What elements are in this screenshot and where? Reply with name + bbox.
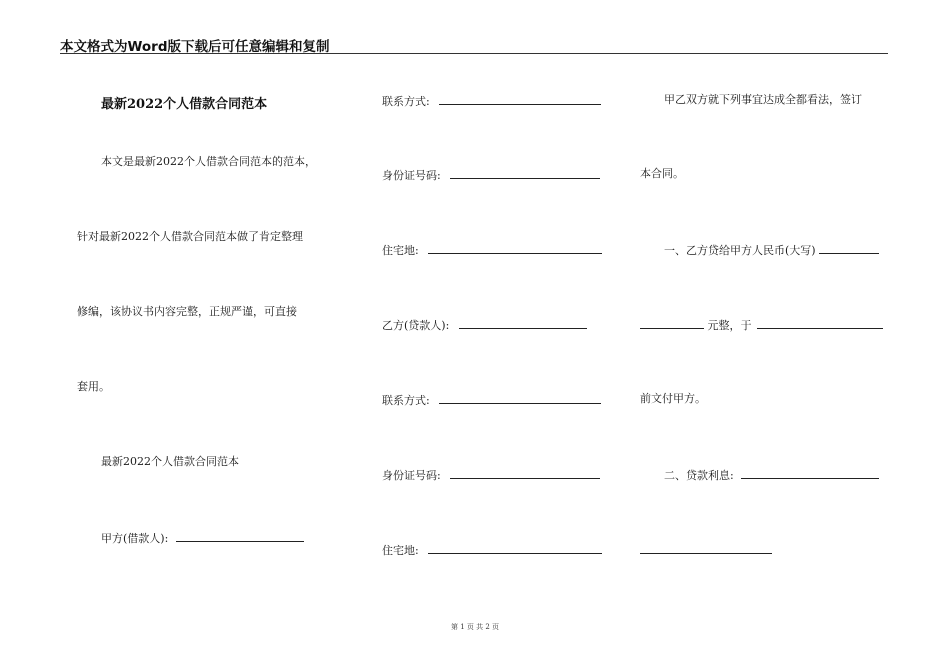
party-a-blank[interactable] <box>176 530 304 542</box>
clause-1-suffix: 元整，于 <box>707 319 752 332</box>
agreement-line-1: 甲乙双方就下列事宜达成全都看法，签订 <box>664 93 862 106</box>
clause-1-row <box>664 242 879 258</box>
id-blank-1[interactable] <box>450 167 600 179</box>
party-b-blank[interactable] <box>459 317 587 329</box>
intro-line-3: 修编，该协议书内容完整，正规严谨，可直接 <box>77 305 297 318</box>
address-row-1 <box>382 242 602 258</box>
party-a-row <box>101 530 304 546</box>
clause-1-line-3: 前文付甲方。 <box>640 392 706 405</box>
interest-blank-2[interactable] <box>640 542 772 554</box>
header-divider <box>60 53 888 54</box>
contact-row-1 <box>382 93 601 109</box>
contact-blank-2[interactable] <box>439 392 601 404</box>
document-title: 最新2022个人借款合同范本 <box>101 97 268 112</box>
address-blank-2[interactable] <box>428 542 602 554</box>
loan-amount-blank-2[interactable] <box>640 317 704 329</box>
clause-1-label: 一、乙方贷给甲方人民币(大写) <box>664 244 816 257</box>
page-header: 本文格式为Word版下载后可任意编辑和复制 <box>60 39 330 55</box>
id-row-1 <box>382 167 600 183</box>
interest-blank[interactable] <box>741 467 879 479</box>
clause-2-line-2 <box>640 542 772 558</box>
agreement-line-2: 本合同。 <box>640 167 684 180</box>
contact-label-1: 联系方式: <box>382 95 430 108</box>
intro-line-4: 套用。 <box>77 380 110 393</box>
intro-line-2: 针对最新2022个人借款合同范本做了肯定整理 <box>77 230 303 243</box>
party-b-label: 乙方(贷款人): <box>382 319 450 332</box>
loan-date-blank[interactable] <box>757 317 883 329</box>
id-label-2: 身份证号码: <box>382 469 441 482</box>
clause-2-row <box>664 467 879 483</box>
party-a-label: 甲方(借款人): <box>101 532 169 545</box>
clause-2-label: 二、贷款利息: <box>664 469 734 482</box>
address-blank-1[interactable] <box>428 242 602 254</box>
id-row-2 <box>382 467 600 483</box>
address-label-1: 住宅地: <box>382 244 419 257</box>
address-row-2 <box>382 542 602 558</box>
contract-subtitle: 最新2022个人借款合同范本 <box>101 455 239 468</box>
intro-line-1: 本文是最新2022个人借款合同范本的范本， <box>101 155 316 168</box>
id-label-1: 身份证号码: <box>382 169 441 182</box>
clause-1-line-2 <box>640 317 883 333</box>
page-number: 第 1 页 共 2 页 <box>450 623 500 631</box>
party-b-row <box>382 317 587 333</box>
loan-amount-blank[interactable] <box>819 242 879 254</box>
contact-row-2 <box>382 392 601 408</box>
address-label-2: 住宅地: <box>382 544 419 557</box>
contact-blank-1[interactable] <box>439 93 601 105</box>
contact-label-2: 联系方式: <box>382 394 430 407</box>
id-blank-2[interactable] <box>450 467 600 479</box>
